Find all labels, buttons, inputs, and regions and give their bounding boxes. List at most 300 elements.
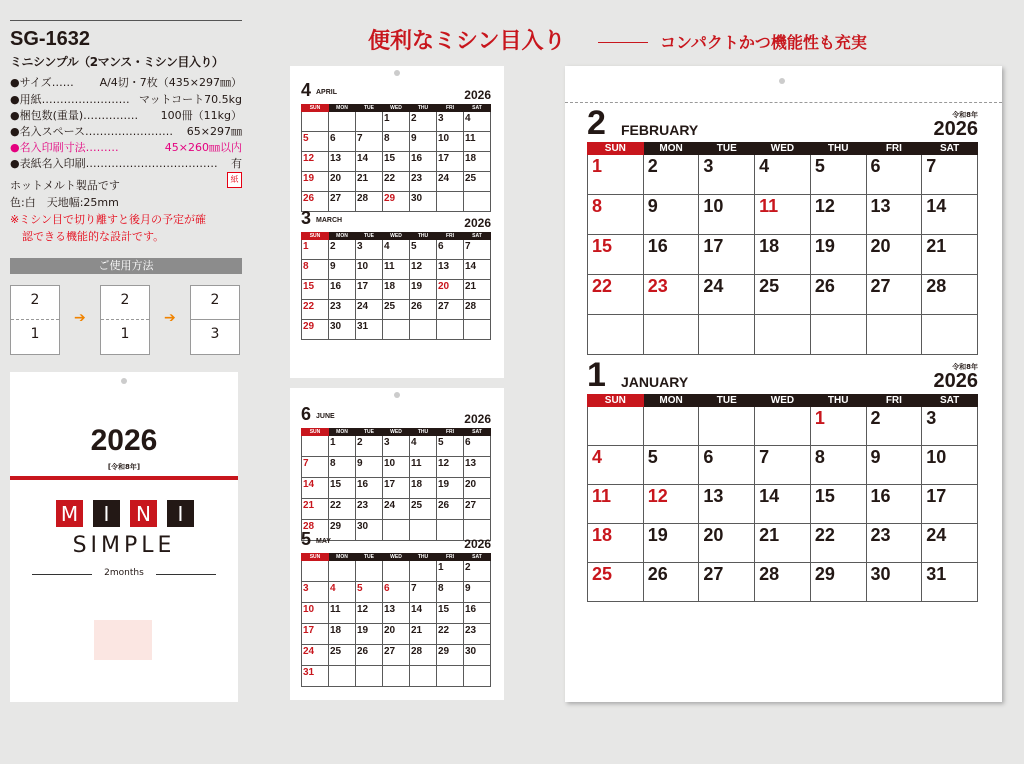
day-number: 26 xyxy=(411,301,423,312)
day-number: 21 xyxy=(357,173,369,184)
day-cell xyxy=(356,582,383,603)
day-number: 22 xyxy=(384,173,396,184)
month-number: 6 xyxy=(301,404,312,424)
hanging-hole xyxy=(121,378,127,384)
cover-reiwa: [令和8年] xyxy=(107,463,141,471)
day-number: 24 xyxy=(703,276,724,296)
day-cell xyxy=(329,192,356,212)
weekday-header: THU xyxy=(410,233,437,240)
day-number: 4 xyxy=(411,437,417,448)
day-number: 9 xyxy=(647,196,658,216)
cover-rule-right xyxy=(156,574,216,575)
day-number: 19 xyxy=(357,625,369,636)
day-number: 23 xyxy=(465,625,477,636)
day-number: 8 xyxy=(384,133,390,144)
day-number: 13 xyxy=(438,261,450,272)
day-cell xyxy=(410,561,437,582)
day-number: 20 xyxy=(330,173,342,184)
day-cell xyxy=(464,499,491,520)
day-number: 7 xyxy=(357,133,363,144)
day-number: 14 xyxy=(465,261,477,272)
calendar-week xyxy=(588,315,978,355)
day-cell xyxy=(410,300,437,320)
arrow-icon: ➔ xyxy=(164,310,176,326)
day-cell xyxy=(437,260,464,280)
day-cell xyxy=(643,485,699,524)
day-number: 23 xyxy=(870,525,891,545)
calendar-week xyxy=(302,260,491,280)
day-number: 14 xyxy=(926,196,947,216)
day-cell xyxy=(356,436,383,457)
mini-letter: N xyxy=(130,500,157,527)
calendar-week xyxy=(588,524,978,563)
day-cell xyxy=(302,320,329,340)
day-cell xyxy=(383,499,410,520)
day-number: 29 xyxy=(303,321,315,332)
day-cell xyxy=(383,603,410,624)
day-number: 5 xyxy=(814,156,825,176)
day-number: 16 xyxy=(411,153,423,164)
day-number: 19 xyxy=(303,173,315,184)
day-cell xyxy=(699,524,755,563)
weekday-header: FRI xyxy=(437,554,464,561)
day-cell xyxy=(866,235,922,275)
day-cell xyxy=(302,240,329,260)
weekday-header: SAT xyxy=(464,429,491,436)
day-cell xyxy=(464,192,491,212)
day-cell xyxy=(383,436,410,457)
day-number: 2 xyxy=(330,241,336,252)
weekday-header: TUE xyxy=(356,105,383,112)
day-cell xyxy=(410,240,437,260)
mini-letter: I xyxy=(167,500,194,527)
day-number: 28 xyxy=(926,276,947,296)
day-cell xyxy=(329,457,356,478)
day-cell xyxy=(329,478,356,499)
month-grid xyxy=(587,394,978,602)
day-cell xyxy=(356,499,383,520)
day-cell xyxy=(437,499,464,520)
day-number: 13 xyxy=(465,458,477,469)
day-number: 25 xyxy=(592,564,613,584)
day-number: 23 xyxy=(411,173,423,184)
day-number: 21 xyxy=(303,500,315,511)
calendar-week xyxy=(302,561,491,582)
day-cell xyxy=(329,172,356,192)
day-cell xyxy=(643,195,699,235)
day-number: 11 xyxy=(592,486,612,506)
day-number: 1 xyxy=(303,241,309,252)
weekday-header: SUN xyxy=(302,554,329,561)
weekday-header: MON xyxy=(329,233,356,240)
day-cell xyxy=(588,155,644,195)
day-cell xyxy=(464,260,491,280)
spec-row-cover-print xyxy=(10,155,242,170)
day-cell xyxy=(922,155,978,195)
day-cell xyxy=(588,563,644,602)
day-cell xyxy=(329,582,356,603)
product-code: SG-1632 xyxy=(10,28,91,50)
day-cell xyxy=(383,132,410,152)
day-number: 18 xyxy=(411,479,423,490)
day-number: 18 xyxy=(759,236,780,256)
day-number: 17 xyxy=(303,625,315,636)
day-number: 19 xyxy=(411,281,423,292)
calendar-week xyxy=(302,499,491,520)
day-cell xyxy=(437,240,464,260)
day-cell xyxy=(356,561,383,582)
day-number: 22 xyxy=(303,301,315,312)
day-number: 30 xyxy=(411,193,423,204)
perforation-note-2: 認できる機能的な設計です。 xyxy=(22,230,165,243)
day-number: 4 xyxy=(330,583,336,594)
day-cell xyxy=(383,520,410,541)
weekday-header: THU xyxy=(810,395,866,407)
day-number: 14 xyxy=(357,153,369,164)
spec-label: ●梱包数(重量)…………… xyxy=(10,109,139,122)
day-cell xyxy=(356,112,383,132)
usage-top: 2 xyxy=(120,292,130,308)
month-year: 2026 xyxy=(464,537,491,551)
weekday-header: MON xyxy=(329,554,356,561)
day-cell xyxy=(437,478,464,499)
usage-top: 2 xyxy=(30,292,40,308)
day-cell xyxy=(383,320,410,340)
day-number: 15 xyxy=(592,236,613,256)
day-cell xyxy=(329,520,356,541)
day-cell xyxy=(410,320,437,340)
day-number: 3 xyxy=(438,113,444,124)
day-cell xyxy=(464,478,491,499)
day-number: 23 xyxy=(357,500,369,511)
day-number: 15 xyxy=(303,281,315,292)
usage-step-3 xyxy=(190,285,240,355)
day-number: 9 xyxy=(411,133,417,144)
calendar-week xyxy=(302,603,491,624)
day-cell xyxy=(755,235,811,275)
day-cell xyxy=(922,485,978,524)
day-cell xyxy=(866,315,922,355)
day-cell xyxy=(437,436,464,457)
day-cell xyxy=(383,172,410,192)
day-number: 9 xyxy=(870,447,881,467)
day-cell xyxy=(356,240,383,260)
day-cell xyxy=(383,561,410,582)
day-number: 6 xyxy=(384,583,390,594)
weekday-header: SUN xyxy=(588,395,644,407)
day-number: 26 xyxy=(438,500,450,511)
weekday-header: WED xyxy=(383,233,410,240)
day-number: 10 xyxy=(384,458,396,469)
day-number: 6 xyxy=(330,133,336,144)
day-cell xyxy=(410,152,437,172)
day-cell xyxy=(437,320,464,340)
day-cell xyxy=(383,280,410,300)
day-cell xyxy=(643,563,699,602)
day-cell xyxy=(922,524,978,563)
weekday-header: TUE xyxy=(356,233,383,240)
day-cell xyxy=(464,300,491,320)
day-number: 12 xyxy=(411,261,423,272)
weekday-header: SAT xyxy=(922,395,978,407)
day-cell xyxy=(810,315,866,355)
calendar-week xyxy=(302,457,491,478)
day-number: 20 xyxy=(465,479,477,490)
day-cell xyxy=(410,457,437,478)
weekday-header: WED xyxy=(755,143,811,155)
day-cell xyxy=(410,478,437,499)
mini-letter: I xyxy=(93,500,120,527)
day-cell xyxy=(356,457,383,478)
day-number: 13 xyxy=(384,604,396,615)
day-cell xyxy=(437,624,464,645)
day-number: 18 xyxy=(465,153,477,164)
day-cell xyxy=(302,280,329,300)
day-number: 21 xyxy=(759,525,780,545)
day-cell xyxy=(699,195,755,235)
month-name: MAY xyxy=(316,538,331,545)
day-cell xyxy=(643,524,699,563)
day-number: 1 xyxy=(814,408,825,428)
weekday-header: TUE xyxy=(699,143,755,155)
usage-bottom: 1 xyxy=(120,326,130,342)
day-number: 1 xyxy=(592,156,603,176)
day-cell xyxy=(588,524,644,563)
day-cell xyxy=(464,457,491,478)
day-number: 22 xyxy=(438,625,450,636)
day-cell xyxy=(464,561,491,582)
calendar-week xyxy=(302,300,491,320)
day-cell xyxy=(464,112,491,132)
spec-label: ●表紙名入印刷……………………………… xyxy=(10,157,218,170)
day-cell xyxy=(356,320,383,340)
day-cell xyxy=(329,300,356,320)
day-cell xyxy=(437,192,464,212)
month-grid xyxy=(301,104,491,212)
day-cell xyxy=(464,280,491,300)
day-cell xyxy=(464,624,491,645)
spec-row-name-space xyxy=(10,123,242,138)
calendar-week xyxy=(588,485,978,524)
day-cell xyxy=(302,499,329,520)
day-cell xyxy=(329,320,356,340)
day-number: 30 xyxy=(357,521,369,532)
weekday-header: SAT xyxy=(464,233,491,240)
day-cell xyxy=(302,300,329,320)
day-cell xyxy=(410,436,437,457)
weekday-header: TUE xyxy=(699,395,755,407)
day-number: 8 xyxy=(330,458,336,469)
day-number: 11 xyxy=(465,133,476,144)
month-name: JANUARY xyxy=(621,374,689,390)
day-number: 16 xyxy=(870,486,891,506)
day-cell xyxy=(643,235,699,275)
calendar-week xyxy=(302,172,491,192)
day-cell xyxy=(329,240,356,260)
day-cell xyxy=(699,563,755,602)
hotmelt-note: ホットメルト製品です xyxy=(10,179,120,192)
day-cell xyxy=(755,524,811,563)
day-number: 5 xyxy=(438,437,444,448)
day-number: 18 xyxy=(330,625,342,636)
day-cell xyxy=(383,300,410,320)
day-cell xyxy=(383,645,410,666)
day-number: 10 xyxy=(926,447,947,467)
day-number: 20 xyxy=(438,281,450,292)
day-number: 4 xyxy=(592,447,603,467)
day-number: 29 xyxy=(330,521,342,532)
day-number: 31 xyxy=(926,564,947,584)
day-cell xyxy=(302,624,329,645)
day-cell xyxy=(437,152,464,172)
day-cell xyxy=(302,436,329,457)
day-number: 29 xyxy=(438,646,450,657)
day-number: 20 xyxy=(870,236,891,256)
weekday-header: MON xyxy=(643,395,699,407)
divider-line xyxy=(191,319,239,320)
day-cell xyxy=(588,195,644,235)
day-number: 22 xyxy=(814,525,835,545)
day-number: 13 xyxy=(870,196,891,216)
calendar-week xyxy=(302,624,491,645)
day-number: 25 xyxy=(465,173,477,184)
day-cell xyxy=(302,603,329,624)
calendar-week xyxy=(588,275,978,315)
day-number: 28 xyxy=(411,646,423,657)
day-number: 25 xyxy=(759,276,780,296)
reiwa-label: 令和8年 xyxy=(952,111,978,119)
month-number: 2 xyxy=(587,104,606,142)
month-grid xyxy=(301,232,491,340)
day-number: 29 xyxy=(814,564,835,584)
day-cell xyxy=(922,446,978,485)
day-number: 27 xyxy=(384,646,396,657)
day-number: 31 xyxy=(357,321,369,332)
day-number: 22 xyxy=(330,500,342,511)
day-number: 26 xyxy=(357,646,369,657)
day-number: 1 xyxy=(330,437,336,448)
day-number: 1 xyxy=(438,562,444,573)
day-cell xyxy=(410,192,437,212)
weekday-header: TUE xyxy=(356,554,383,561)
day-cell xyxy=(699,235,755,275)
day-cell xyxy=(922,315,978,355)
day-number: 2 xyxy=(465,562,471,573)
usage-bottom: 1 xyxy=(30,326,40,342)
day-cell xyxy=(410,645,437,666)
day-cell xyxy=(922,407,978,446)
calendar-week xyxy=(588,155,978,195)
day-number: 6 xyxy=(703,447,714,467)
day-number: 11 xyxy=(384,261,395,272)
calendar-week xyxy=(302,152,491,172)
spec-divider xyxy=(10,20,242,21)
day-number: 27 xyxy=(465,500,477,511)
day-cell xyxy=(356,192,383,212)
day-cell xyxy=(464,582,491,603)
day-number: 4 xyxy=(759,156,770,176)
spec-label: ●名入印刷寸法……… xyxy=(10,141,119,154)
hanging-hole xyxy=(394,70,400,76)
perforation-note-1: ※ミシン目で切り離すと後月の予定が確 xyxy=(10,213,206,226)
day-cell xyxy=(302,561,329,582)
day-number: 24 xyxy=(926,525,947,545)
day-cell xyxy=(329,645,356,666)
weekday-header: WED xyxy=(383,554,410,561)
day-number: 8 xyxy=(814,447,825,467)
day-number: 28 xyxy=(303,521,315,532)
day-cell xyxy=(302,457,329,478)
weekday-header: SUN xyxy=(302,233,329,240)
cover-sub: 2months xyxy=(104,568,144,578)
day-number: 16 xyxy=(465,604,477,615)
day-cell xyxy=(383,152,410,172)
day-cell xyxy=(866,407,922,446)
day-cell xyxy=(643,446,699,485)
day-number: 28 xyxy=(357,193,369,204)
day-cell xyxy=(810,563,866,602)
calendar-week xyxy=(302,240,491,260)
day-number: 23 xyxy=(330,301,342,312)
perforation-line xyxy=(11,319,59,320)
day-cell xyxy=(383,582,410,603)
usage-title: ご使用方法 xyxy=(10,258,242,274)
cover-simple: SIMPLE xyxy=(72,533,176,558)
day-number: 5 xyxy=(303,133,309,144)
spec-label: ●サイズ…… xyxy=(10,76,74,89)
day-cell xyxy=(410,624,437,645)
day-cell xyxy=(866,275,922,315)
day-number: 26 xyxy=(647,564,668,584)
day-number: 18 xyxy=(592,525,613,545)
day-cell xyxy=(329,112,356,132)
day-cell xyxy=(699,485,755,524)
day-cell xyxy=(437,666,464,687)
day-cell xyxy=(356,624,383,645)
day-number: 21 xyxy=(926,236,947,256)
day-number: 2 xyxy=(647,156,658,176)
spec-label: ●用紙…………………… xyxy=(10,93,130,106)
day-cell xyxy=(755,275,811,315)
day-cell xyxy=(866,195,922,235)
day-number: 12 xyxy=(303,153,315,164)
calendar-week xyxy=(302,320,491,340)
day-number: 5 xyxy=(357,583,363,594)
day-cell xyxy=(437,132,464,152)
day-cell xyxy=(810,446,866,485)
day-cell xyxy=(383,260,410,280)
day-number: 16 xyxy=(330,281,342,292)
day-number: 23 xyxy=(647,276,668,296)
weekday-header: FRI xyxy=(437,429,464,436)
calendar-week xyxy=(302,132,491,152)
day-cell xyxy=(437,645,464,666)
weekday-header: THU xyxy=(410,429,437,436)
day-cell xyxy=(437,561,464,582)
day-number: 3 xyxy=(926,408,937,428)
month-number: 4 xyxy=(301,80,312,100)
weekday-header: SUN xyxy=(302,105,329,112)
day-number: 25 xyxy=(411,500,423,511)
day-number: 8 xyxy=(438,583,444,594)
weekday-header: WED xyxy=(755,395,811,407)
day-cell xyxy=(410,603,437,624)
day-cell xyxy=(302,260,329,280)
day-number: 12 xyxy=(438,458,450,469)
calendar-week xyxy=(302,112,491,132)
day-number: 26 xyxy=(303,193,315,204)
spec-row-print-size xyxy=(10,139,242,154)
